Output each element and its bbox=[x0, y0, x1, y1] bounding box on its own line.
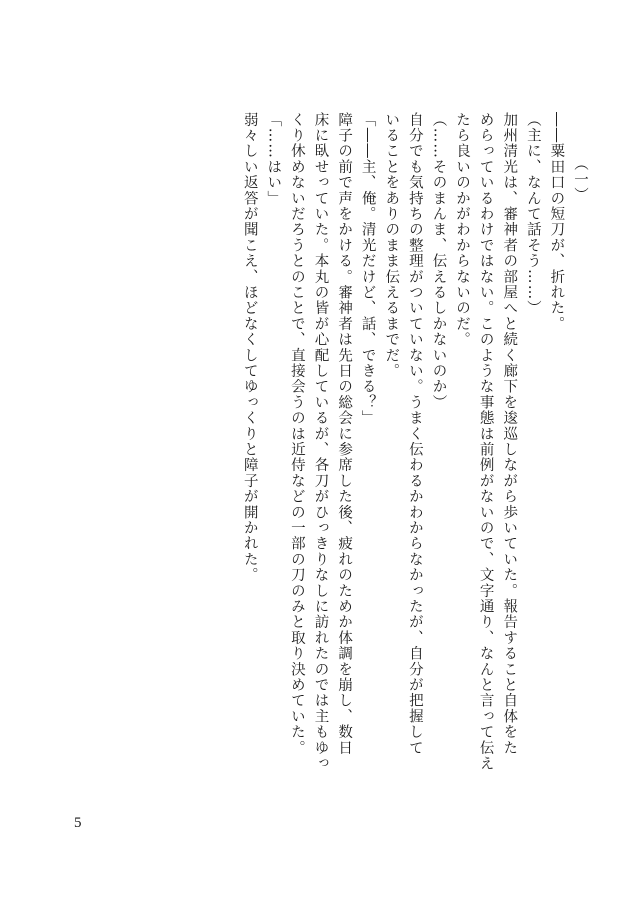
text-line: （……そのまんま、伝えるしかないのか） bbox=[430, 112, 447, 411]
chapter-heading: （一） bbox=[572, 155, 588, 203]
text-line: いることをありのまま伝えるまでだ。 bbox=[383, 112, 400, 379]
text-line: （主に、なんて話そう……） bbox=[524, 112, 541, 317]
text-line: ――粟田口の短刀が、折れた。 bbox=[548, 112, 565, 332]
text-line: 障子の前で声をかける。審神者は先日の総会に参席した後、疲れのためか体調を崩し、数日 bbox=[336, 112, 353, 756]
text-line: 床に臥せっていた。本丸の皆が心配しているが、各刀がひっきりなしに訪れたのでは主もゆっ bbox=[312, 112, 329, 772]
text-line: 加州清光は、審神者の部屋へと続く廊下を逡巡しながら歩いていた。報告すること自体をた bbox=[501, 112, 518, 756]
text-line: 弱々しい返答が聞こえ、ほどなくしてゆっくりと障子が開かれた。 bbox=[241, 112, 258, 583]
text-line: 「……はい」 bbox=[265, 112, 282, 207]
text-line: 自分でも気持ちの整理がついていない。うまく伝わるかわからなかったが、自分が把握して bbox=[406, 112, 423, 756]
vertical-text-block bbox=[237, 112, 591, 772]
text-line: めらっているわけではない。このような事態は前例がないので、文字通り、なんと言って伝え bbox=[477, 112, 494, 772]
text-line: 「――主、俺。清光だけど、話、できる？」 bbox=[359, 112, 376, 426]
text-line: たら良いのかがわからないのだ。 bbox=[454, 112, 471, 348]
text-line: くり休めないだろうとのことで、直接会うのは近侍などの一部の刀のみと取り決めていた。 bbox=[288, 112, 305, 756]
page-number: 5 bbox=[74, 815, 82, 831]
